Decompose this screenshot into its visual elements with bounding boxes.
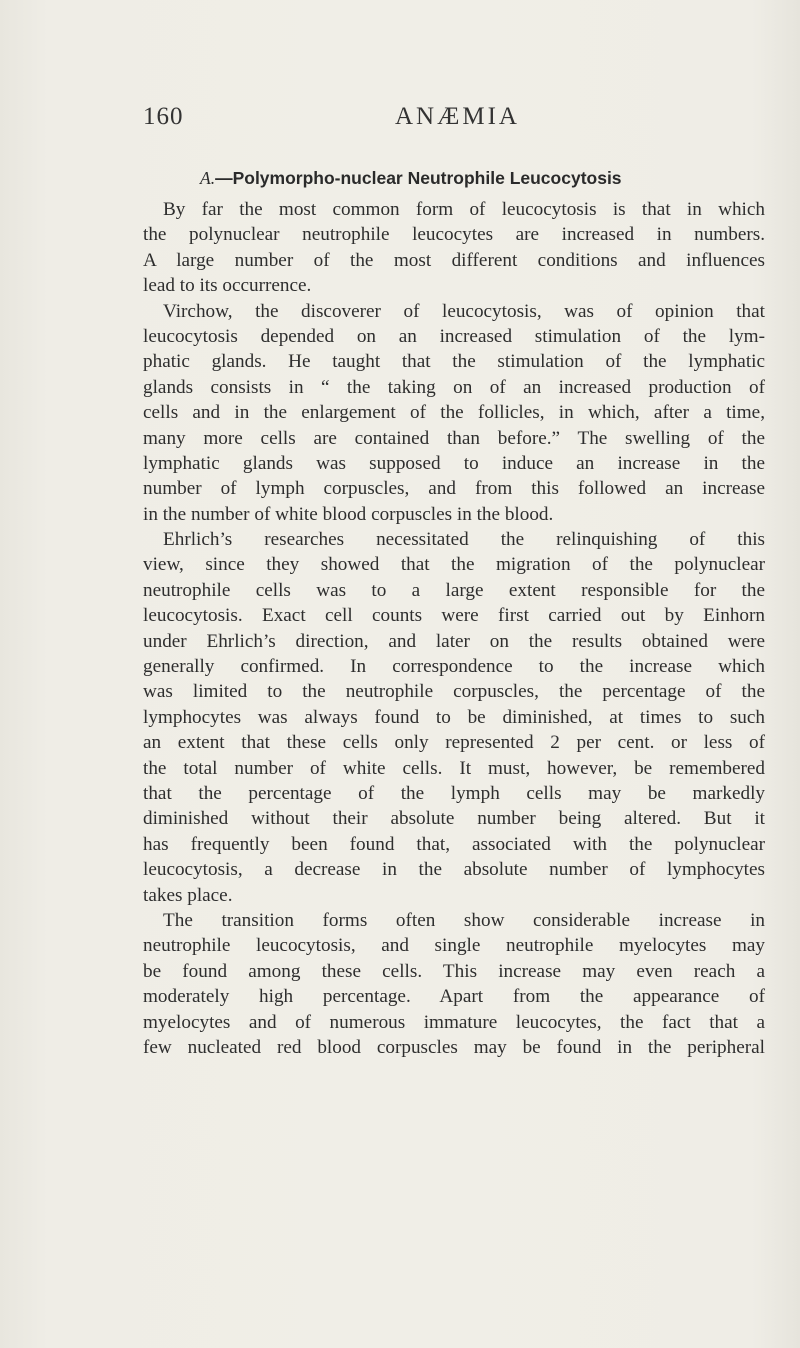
text-line: many more cells are contained than before.” The swelling of the — [143, 427, 765, 449]
text-line: Virchow, the discoverer of leucocytosis, was of opinion that — [163, 300, 765, 322]
text-line: cells and in the enlargement of the follicles, in which, after a time, — [143, 402, 765, 424]
body-text — [143, 197, 765, 1060]
text-line: neutrophile leucocytosis, and single neutrophile myelocytes may — [143, 935, 765, 957]
text-line: view, since they showed that the migration of the polynuclear — [143, 554, 765, 576]
text-line: in the number of white blood corpuscles in the blood. — [143, 503, 554, 525]
text-line: few nucleated red blood corpuscles may be found in the peripheral — [143, 1036, 765, 1058]
running-title: ANÆMIA — [395, 103, 520, 130]
text-line: By far the most common form of leucocytosis is that in which — [163, 199, 765, 220]
text-line: has frequently been found that, associated with the polynuclear — [143, 833, 765, 855]
text-line: be found among these cells. This increase may even reach a — [143, 960, 765, 982]
text-line: the total number of white cells. It must, however, be remembered — [143, 757, 765, 779]
text-line: diminished without their absolute number being altered. But it — [143, 808, 765, 830]
text-line: the polynuclear neutrophile leucocytes are increased in numbers. — [143, 224, 765, 246]
text-line: myelocytes and of numerous immature leucocytes, the fact that a — [143, 1011, 765, 1033]
text-line: generally confirmed. In correspondence to the increase which — [143, 656, 765, 678]
text-line: lymphatic glands was supposed to induce an increase in the — [143, 452, 765, 474]
text-line: takes place. — [143, 884, 233, 906]
text-line: glands consists in “ the taking on of an increased production of — [143, 376, 765, 398]
text-line: A large number of the most different conditions and influences — [143, 249, 765, 271]
text-line: Ehrlich’s researches necessitated the relinquishing of this — [163, 529, 765, 551]
page-number: 160 — [143, 103, 184, 130]
text-line: leucocytosis depended on an increased stimulation of the lym- — [143, 325, 765, 347]
text-line: an extent that these cells only represented 2 per cent. or less of — [143, 732, 765, 754]
section-heading — [200, 168, 760, 189]
text-line: moderately high percentage. Apart from the appearance of — [143, 986, 765, 1008]
text-line: neutrophile cells was to a large extent responsible for the — [143, 579, 765, 601]
text-line: phatic glands. He taught that the stimulation of the lymphatic — [143, 351, 765, 373]
running-head — [0, 103, 800, 133]
text-line: under Ehrlich’s direction, and later on the results obtained were — [143, 630, 765, 652]
text-line: leucocytosis. Exact cell counts were first carried out by Einhorn — [143, 605, 765, 627]
text-line: number of lymph corpuscles, and from this followed an increase — [143, 478, 765, 500]
text-line: lead to its occurrence. — [143, 275, 312, 297]
text-line: leucocytosis, a decrease in the absolute number of lymphocytes — [143, 859, 765, 881]
text-line: was limited to the neutrophile corpuscles, the percentage of the — [143, 681, 765, 703]
text-line: that the percentage of the lymph cells may be markedly — [143, 782, 765, 804]
section-letter: A. — [200, 168, 216, 188]
text-line: The transition forms often show considerable increase in — [163, 909, 765, 931]
section-title: —Polymorpho-nuclear Neutrophile Leucocytosis — [215, 168, 622, 188]
text-line: lymphocytes was always found to be diminished, at times to such — [143, 706, 765, 728]
